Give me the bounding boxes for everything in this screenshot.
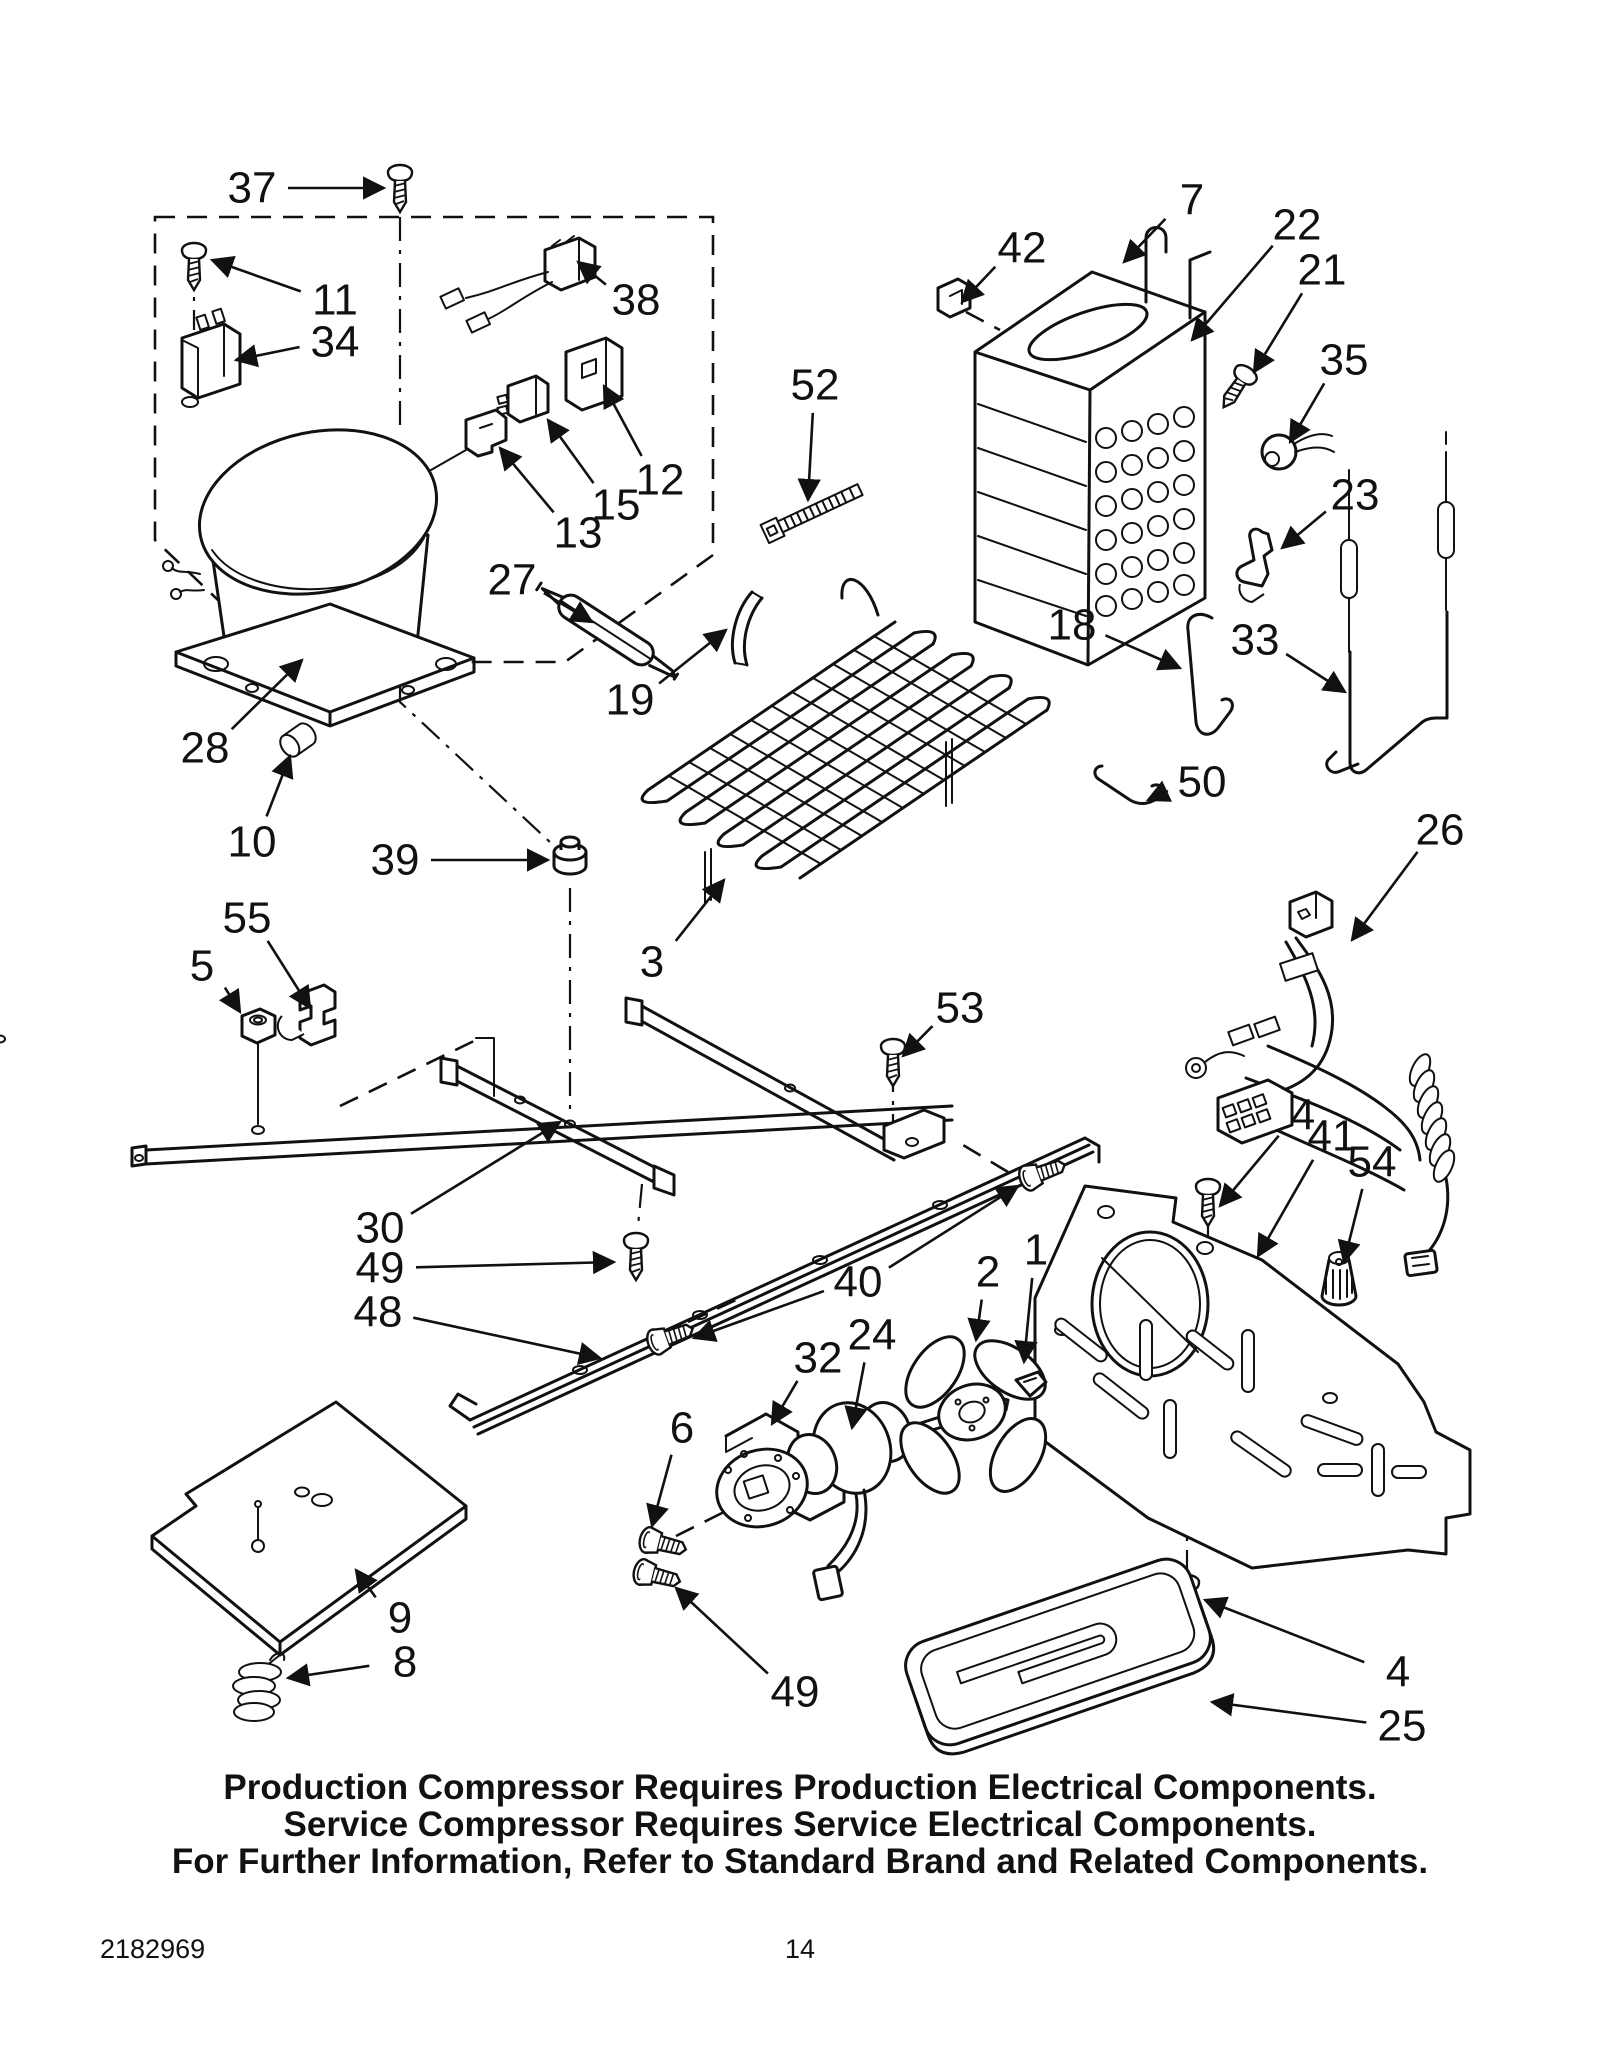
part-number-6: 6 [669,1403,695,1453]
part-number-42: 42 [997,223,1047,273]
part-number-28: 28 [180,723,230,773]
part-number-53: 53 [935,983,985,1033]
part-number-18: 18 [1047,600,1097,650]
footer-note-1: Production Compressor Requires Production Electrical Components. [223,1768,1377,1807]
relay-12 [566,338,622,410]
part-number-23: 23 [1330,470,1380,520]
part-number-33: 33 [1230,615,1280,665]
part-number-13: 13 [553,508,603,558]
part-number-41: 41 [1307,1111,1357,1161]
part-number-34: 34 [310,317,360,367]
document-number: 2182969 [100,1934,206,1964]
part-number-32: 32 [793,1333,843,1383]
part-number-22: 22 [1272,200,1322,250]
part-number-1: 1 [1023,1225,1049,1275]
part-number-4: 4 [1385,1647,1411,1697]
part-number-55: 55 [222,893,272,943]
part-number-5: 5 [189,941,215,991]
part-number-21: 21 [1297,245,1347,295]
part-number-15: 15 [591,480,641,530]
part-number-39: 39 [370,835,420,885]
page-number: 14 [784,1934,816,1964]
part-number-26: 26 [1415,805,1465,855]
part-number-24: 24 [847,1310,897,1360]
part-number-35: 35 [1319,335,1369,385]
footer-note-3: For Further Information, Refer to Standard Brand and Related Components. [171,1842,1429,1881]
part-number-4: 4 [1290,1090,1316,1140]
part-number-10: 10 [227,817,277,867]
part-number-49: 49 [355,1243,405,1293]
footer-note-2: Service Compressor Requires Service Electrical Components. [283,1805,1317,1844]
part-number-3: 3 [639,937,665,987]
part-number-48: 48 [353,1287,403,1337]
part-number-7: 7 [1179,175,1205,225]
part-number-54: 54 [1347,1137,1397,1187]
part-number-8: 8 [392,1637,418,1687]
part-number-2: 2 [975,1247,1001,1297]
part-number-11: 11 [312,275,358,325]
part-number-27: 27 [487,555,537,605]
part-number-49: 49 [770,1667,820,1717]
part-number-30: 30 [355,1203,405,1253]
part-number-37: 37 [227,163,277,213]
part-number-40: 40 [833,1257,883,1307]
part-number-38: 38 [611,275,661,325]
part-number-19: 19 [605,675,655,725]
part-number-12: 12 [635,455,685,505]
part-number-25: 25 [1377,1701,1427,1751]
part-number-9: 9 [387,1593,413,1643]
grommet-5 [242,1009,275,1043]
part-number-50: 50 [1177,757,1227,807]
part-number-52: 52 [790,360,840,410]
